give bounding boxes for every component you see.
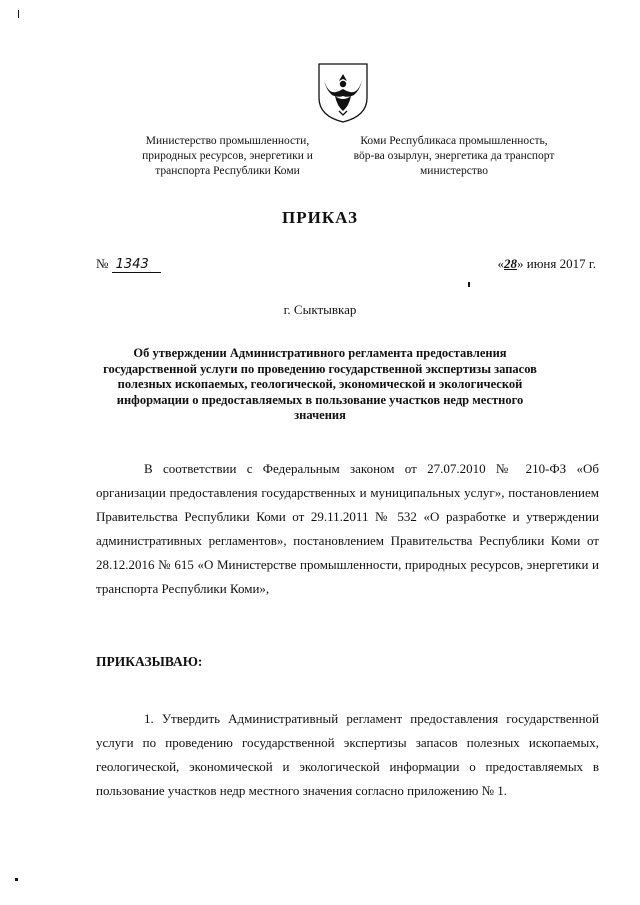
order-date xyxy=(498,256,596,272)
order-item-1: 1. Утвердить Административный регламент предоставления государственной услуги по проведению государственной экспертизы запасов полезных ископаемых, геологической, экономической и экологической информации о предоставляемых в пользование участков недр местного значения согласно приложению № 1. xyxy=(96,711,599,798)
preamble-paragraph: В соответствии с Федеральным законом от 27.07.2010 № 210-ФЗ «Об организации предоставления государственных и муниципальных услуг», постановлением Правительства Республики Коми от 29.11.2011 № 532 «О разработке и утверждении административных регламентов», постановлением Правительства Республики Коми от 28.12.2016 № 615 «О Министерстве промышленности, природных ресурсов, энергетики и транспорта Республики Коми», xyxy=(96,461,599,596)
order-number-value: 1343 xyxy=(112,257,161,273)
komi-coat-of-arms-icon xyxy=(316,62,370,124)
order-subject: Об утверждении Административного регламента предоставления государственной услуги по проведению государственной экспертизы запасов полезных ископаемых, геологической, экономической и экологической информации о предоставляемых в пользование участков недр местного значения xyxy=(103,346,537,422)
ministry-name-komi xyxy=(340,134,568,179)
order-title: ПРИКАЗ xyxy=(282,208,358,227)
ministry-name-russian xyxy=(120,134,335,179)
order-date-open-quote: « xyxy=(497,256,505,271)
order-date-rest: » июня 2017 г. xyxy=(517,256,596,271)
ministry-right-line1: Коми Республикаса промышленность, xyxy=(360,135,548,147)
directive-heading: ПРИКАЗЫВАЮ: xyxy=(96,654,203,669)
ministry-left-line3: транспорта Республики Коми xyxy=(155,165,300,177)
ministry-left-line2: природных ресурсов, энергетики и xyxy=(142,150,313,162)
order-number-prefix: № xyxy=(96,256,109,271)
order-number xyxy=(96,256,161,272)
scan-speck xyxy=(468,282,470,287)
ministry-right-line3: министерство xyxy=(420,165,488,177)
order-date-day: 28 xyxy=(504,256,518,271)
ministry-left-line1: Министерство промышленности, xyxy=(145,135,310,147)
scan-speck xyxy=(15,878,18,881)
scan-speck xyxy=(18,10,19,18)
order-city: г. Сыктывкар xyxy=(283,302,357,317)
ministry-right-line2: вӧр-ва озырлун, энергетика да транспорт xyxy=(353,150,555,162)
